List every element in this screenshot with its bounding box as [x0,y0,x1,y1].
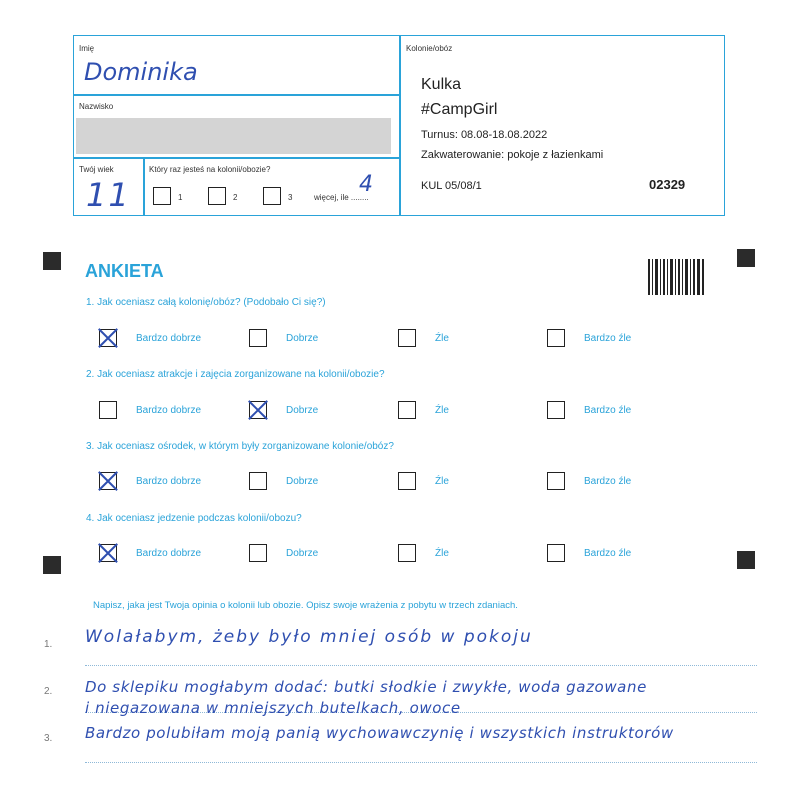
question-3-checkbox-4[interactable] [547,472,565,490]
ktory-raz-checkbox-2[interactable] [208,187,226,205]
ktory-raz-checkbox-1[interactable] [153,187,171,205]
wiecej-label: więcej, ile ........ [314,193,369,202]
zakwaterowanie: Zakwaterowanie: pokoje z łazienkami [421,149,604,161]
imie-label: Imię [79,44,95,53]
question-1-text: 1. Jak oceniasz całą kolonię/obóz? (Podobało Ci się?) [86,297,326,308]
question-2-option-label: Bardzo źle [584,405,632,416]
answer-3: Bardzo polubiłam moją panią wychowawczynię i wszystkich instruktorów [85,724,674,742]
registration-marker-bottom-right [737,551,755,569]
header-form-box [73,35,725,216]
question-1-option-label: Bardzo źle [584,333,632,344]
turnus: Turnus: 08.08-18.08.2022 [421,129,548,141]
question-3-option-label: Bardzo źle [584,476,632,487]
answer-1: Wolałabym, żeby było mniej osób w pokoju [85,627,533,647]
camp-tag: #CampGirl [421,101,498,118]
question-4-checkbox-4[interactable] [547,544,565,562]
question-1-option-label: Źle [435,333,449,344]
form-number: 02329 [649,177,686,192]
registration-marker-bottom-left [43,556,61,574]
question-2-checkbox-3[interactable] [398,401,416,419]
wiecej-value: 4 [359,172,373,197]
ktory-raz-option-1: 1 [178,193,183,202]
nazwisko-label: Nazwisko [79,102,114,111]
ktory-raz-option-2: 2 [233,193,238,202]
answer-2-line-2: i niegazowana w mniejszych butelkach, owoce [85,699,461,717]
question-1-checkbox-1[interactable] [99,329,117,347]
divider-nazwisko [74,157,399,159]
question-3-option-label: Źle [435,476,449,487]
kolonia-label: Kolonie/obóz [406,44,453,53]
divider-wiek [143,157,145,216]
question-4-option-label: Bardzo źle [584,548,632,559]
opinion-prompt: Napisz, jaka jest Twoja opinia o kolonii lub obozie. Opisz swoje wrażenia z pobytu w trzech zdaniach. [93,600,518,611]
question-1-option-label: Dobrze [286,333,319,344]
question-3-option-label: Dobrze [286,476,319,487]
question-4-text: 4. Jak oceniasz jedzenie podczas kolonii/obozu? [86,513,302,524]
nazwisko-redacted [76,118,391,154]
survey-title: ANKIETA [85,261,164,281]
answer-line [85,665,757,666]
camp-name: Kulka [421,76,462,93]
question-3-option-label: Bardzo dobrze [136,476,202,487]
question-2-option-label: Źle [435,405,449,416]
registration-marker-top-right [737,249,755,267]
question-2-checkbox-1[interactable] [99,401,117,419]
question-4-checkbox-2[interactable] [249,544,267,562]
answer-number-1: 1. [44,639,53,650]
question-3-checkbox-1[interactable] [99,472,117,490]
question-4-option-label: Bardzo dobrze [136,548,202,559]
answer-line [85,762,757,763]
answer-number-2: 2. [44,686,53,697]
wiek-label: Twój wiek [79,165,114,174]
ktory-raz-checkbox-3[interactable] [263,187,281,205]
question-4-checkbox-3[interactable] [398,544,416,562]
question-2-checkbox-2[interactable] [249,401,267,419]
question-3-checkbox-3[interactable] [398,472,416,490]
question-1-checkbox-3[interactable] [398,329,416,347]
question-2-checkbox-4[interactable] [547,401,565,419]
question-3-checkbox-2[interactable] [249,472,267,490]
question-4-checkbox-1[interactable] [99,544,117,562]
divider-imie [74,94,399,96]
answer-number-3: 3. [44,733,53,744]
question-1-checkbox-4[interactable] [547,329,565,347]
camp-code: KUL 05/08/1 [421,180,482,192]
wiek-value: 11 [86,176,131,214]
question-4-option-label: Dobrze [286,548,319,559]
header-vertical-divider [399,36,401,216]
registration-marker-top-left [43,252,61,270]
question-2-text: 2. Jak oceniasz atrakcje i zajęcia zorganizowane na kolonii/obozie? [86,369,385,380]
ktory-raz-label: Który raz jesteś na kolonii/obozie? [149,165,271,174]
question-2-option-label: Dobrze [286,405,319,416]
question-4-option-label: Źle [435,548,449,559]
question-1-checkbox-2[interactable] [249,329,267,347]
imie-value: Dominika [84,58,198,86]
barcode-icon [648,259,704,295]
question-2-option-label: Bardzo dobrze [136,405,202,416]
ktory-raz-option-3: 3 [288,193,293,202]
question-1-option-label: Bardzo dobrze [136,333,202,344]
question-3-text: 3. Jak oceniasz ośrodek, w którym były zorganizowane kolonie/obóz? [86,441,394,452]
answer-2-line-1: Do sklepiku mogłabym dodać: butki słodkie i zwykłe, woda gazowane [85,678,647,696]
